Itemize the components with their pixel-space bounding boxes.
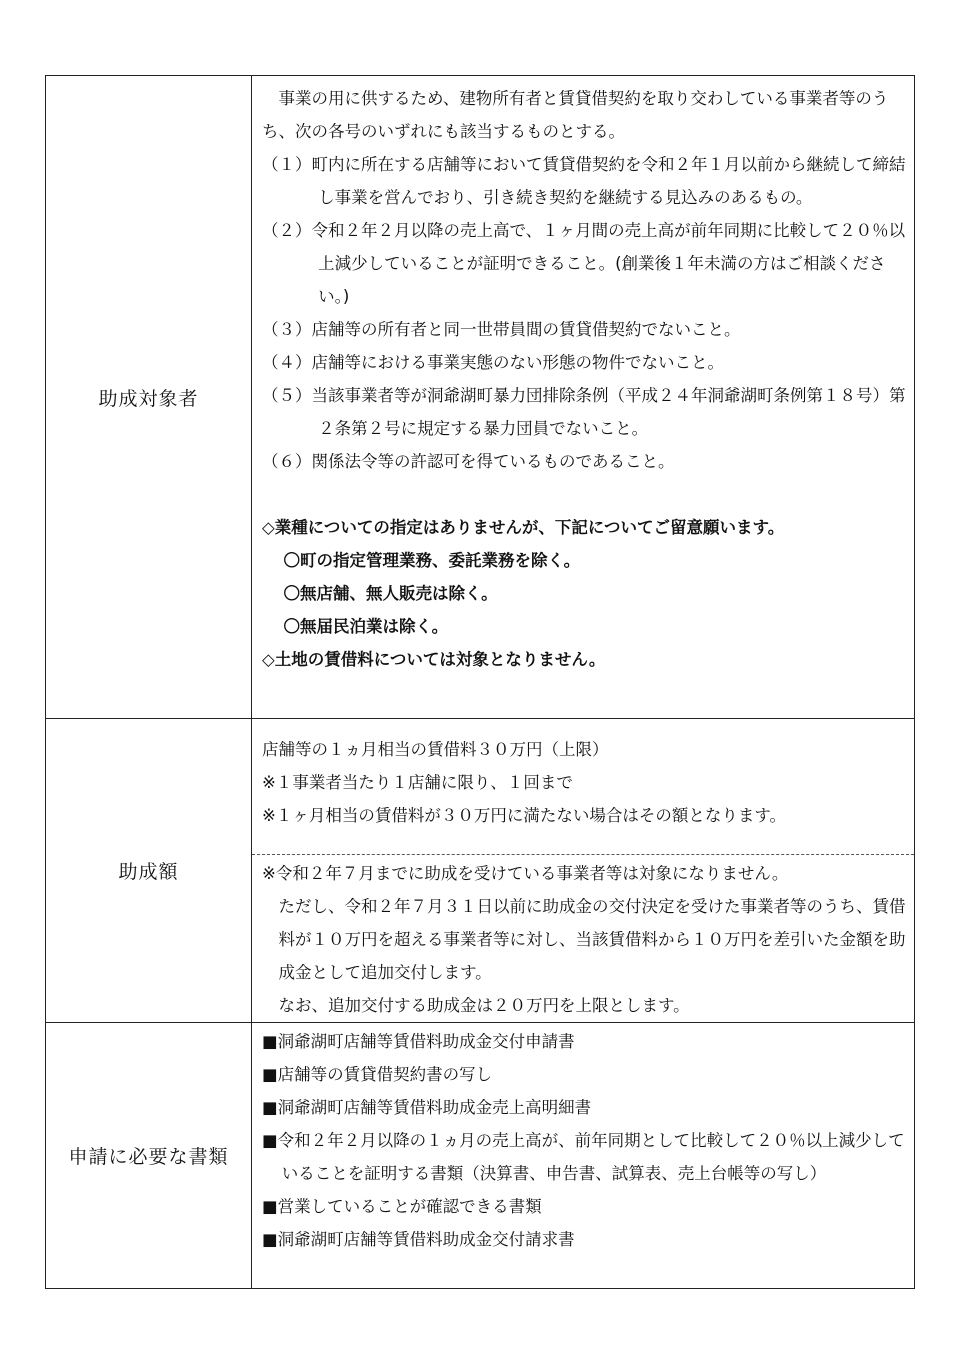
land-rent-note: ◇土地の賃借料については対象となりません。 bbox=[262, 650, 606, 669]
eligibility-item: （２）令和２年２月以降の売上高で、１ヶ月間の売上高が前年同期に比較して２０％以上減少していることが証明できること。(創業後１年未満の方はご相談ください。) bbox=[262, 221, 906, 306]
amount-main bbox=[262, 719, 906, 848]
notice-item: 〇無届民泊業は除く。 bbox=[283, 617, 449, 636]
document-item: ■令和２年２月以降の１ヵ月の売上高が、前年同期として比較して２０％以上減少していることを証明する書類（決算書、申告書、試算表、売上台帳等の写し） bbox=[262, 1131, 905, 1183]
document-item: ■洞爺湖町店舗等賃借料助成金交付申請書 bbox=[262, 1032, 575, 1051]
amount-line: 店舗等の１ヵ月相当の賃借料３０万円（上限） bbox=[262, 740, 609, 759]
subsidy-info-table bbox=[45, 75, 915, 1289]
document-item: ■店舗等の賃貸借契約書の写し bbox=[262, 1065, 493, 1084]
documents-label: 申請に必要な書類 bbox=[46, 1023, 252, 1289]
industry-notice-heading: ◇業種についての指定はありませんが、下記についてご留意願います。 bbox=[262, 518, 785, 537]
documents-content bbox=[252, 1023, 915, 1289]
spacer bbox=[262, 478, 906, 511]
amount-note-body: ただし、令和２年７月３１日以前に助成金の交付決定を受けた事業者等のうち、賃借料が１０万円を超える事業者等に対し、当該賃借料から１０万円を差引いた金額を助成金として追加交付します。 bbox=[278, 897, 906, 982]
amount-row bbox=[46, 719, 915, 1023]
document-item: ■営業していることが確認できる書類 bbox=[262, 1197, 542, 1216]
amount-label: 助成額 bbox=[46, 719, 252, 1023]
amount-note-head: ※令和２年７月までに助成を受けている事業者等は対象になりません。 bbox=[262, 864, 789, 883]
eligibility-item: （５）当該事業者等が洞爺湖町暴力団排除条例（平成２４年洞爺湖町条例第１８号）第２条第２号に規定する暴力団員でないこと。 bbox=[262, 386, 906, 438]
amount-note bbox=[262, 855, 906, 1022]
amount-line: ※１ヶ月相当の賃借料が３０万円に満たない場合はその額となります。 bbox=[262, 806, 787, 825]
document-item: ■洞爺湖町店舗等賃借料助成金交付請求書 bbox=[262, 1230, 575, 1249]
notice-item: 〇無店舗、無人販売は除く。 bbox=[283, 584, 498, 603]
notice-item: 〇町の指定管理業務、委託業務を除く。 bbox=[283, 551, 581, 570]
amount-content bbox=[252, 719, 915, 1023]
eligibility-item: （４）店舗等における事業実態のない形態の物件でないこと。 bbox=[262, 353, 724, 372]
eligibility-content bbox=[252, 76, 915, 719]
eligibility-item: （３）店舗等の所有者と同一世帯員間の賃貸借契約でないこと。 bbox=[262, 320, 741, 339]
amount-note-limit: なお、追加交付する助成金は２０万円を上限とします。 bbox=[278, 996, 690, 1015]
documents-row bbox=[46, 1023, 915, 1289]
eligibility-intro: 事業の用に供するため、建物所有者と賃貸借契約を取り交わしている事業者等のうち、次の各号のいずれにも該当するものとする。 bbox=[262, 89, 889, 141]
eligibility-item: （６）関係法令等の許認可を得ているものであること。 bbox=[262, 452, 675, 471]
document-item: ■洞爺湖町店舗等賃借料助成金売上高明細書 bbox=[262, 1098, 592, 1117]
amount-line: ※１事業者当たり１店舗に限り、１回まで bbox=[262, 773, 573, 792]
eligibility-item: （１）町内に所在する店舗等において賃貸借契約を令和２年１月以前から継続して締結し事業を営んでおり、引き続き契約を継続する見込みのあるもの。 bbox=[262, 155, 906, 207]
eligibility-row bbox=[46, 76, 915, 719]
eligibility-label: 助成対象者 bbox=[46, 76, 252, 719]
